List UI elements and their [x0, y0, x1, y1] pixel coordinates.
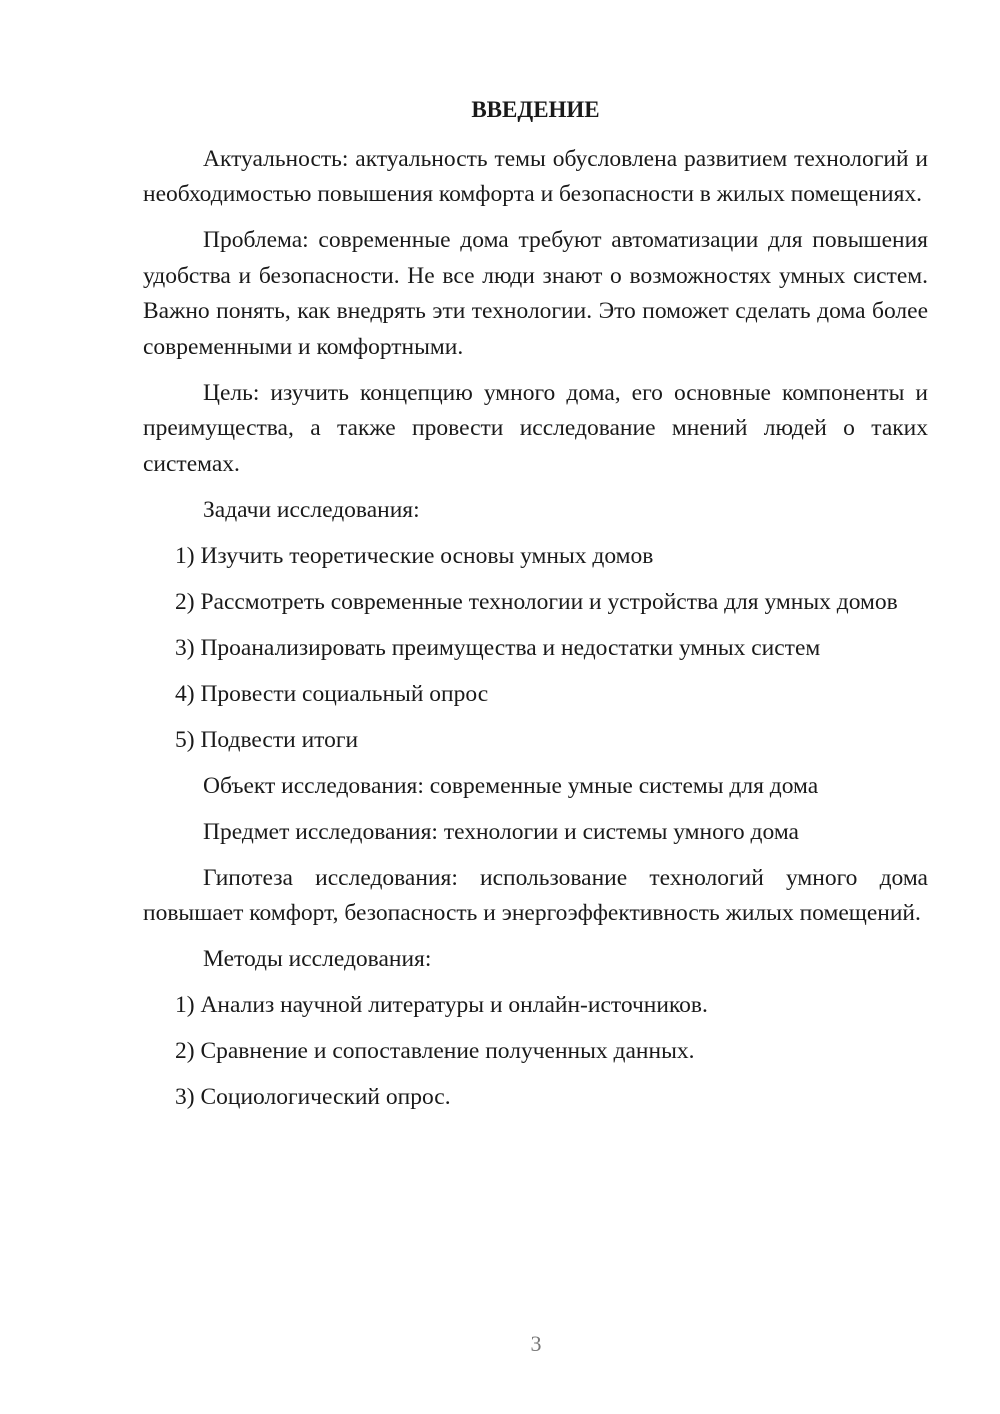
method-item: 2) Сравнение и сопоставление полученных данных.	[175, 1038, 695, 1064]
task-item: 3) Проанализировать преимущества и недостатки умных систем	[175, 634, 821, 661]
goal-paragraph: Цель: изучить концепцию умного дома, его основные компоненты и преимущества, а также провести исследование мнений людей о таких системах.	[143, 379, 928, 477]
subject-paragraph: Предмет исследования: технологии и системы умного дома	[203, 818, 799, 845]
page-number: 3	[530, 1331, 542, 1356]
hypothesis-paragraph: Гипотеза исследования: использование технологий умного дома повышает комфорт, безопасность и энергоэффективность жилых помещений.	[143, 864, 928, 926]
method-item: 1) Анализ научной литературы и онлайн-источников.	[175, 992, 708, 1018]
methods-heading: Методы исследования:	[203, 946, 432, 972]
task-item: 4) Провести социальный опрос	[175, 680, 489, 707]
problem-paragraph: Проблема: современные дома требуют автоматизации для повышения удобства и безопасности. Не все люди знают о возможностях умных систем. Важно понять, как внедрять эти технологии. Это поможет сделать дома более современными и комфортными.	[143, 227, 928, 360]
tasks-heading: Задачи исследования:	[203, 496, 420, 523]
method-item: 3) Социологический опрос.	[175, 1084, 451, 1110]
object-paragraph: Объект исследования: современные умные системы для дома	[203, 772, 819, 799]
task-item: 1) Изучить теоретические основы умных домов	[175, 542, 654, 569]
section-title: ВВЕДЕНИЕ	[471, 97, 600, 122]
task-item: 2) Рассмотреть современные технологии и устройства для умных домов	[175, 588, 898, 615]
relevance-paragraph: Актуальность: актуальность темы обусловлена развитием технологий и необходимостью повышения комфорта и безопасности в жилых помещениях.	[143, 145, 928, 207]
task-item: 5) Подвести итоги	[175, 726, 359, 753]
document-page	[143, 92, 928, 1126]
